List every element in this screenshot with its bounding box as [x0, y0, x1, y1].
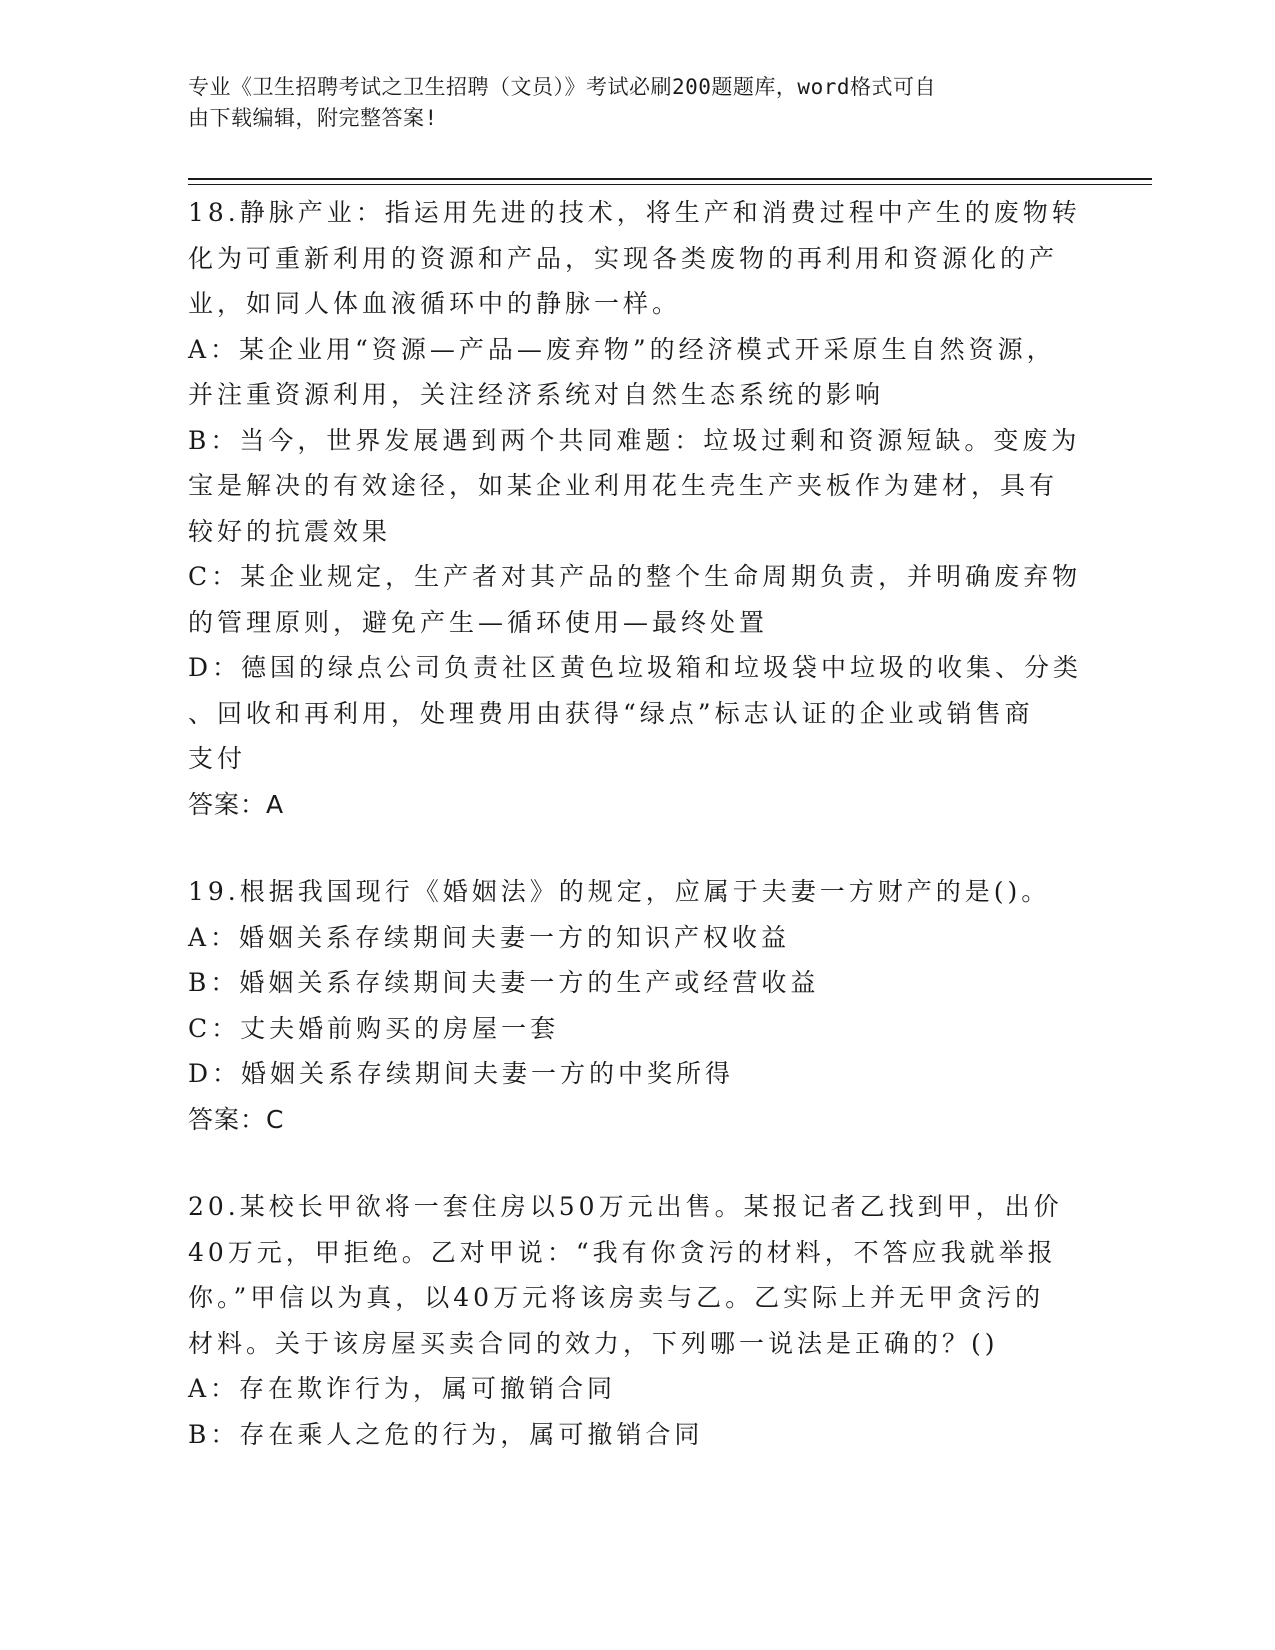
option-line: 、回收和再利用，处理费用由获得“绿点”标志认证的企业或销售商: [188, 698, 1034, 728]
option-c: [188, 1006, 1078, 1052]
option-line: 并注重资源利用，关注经济系统对自然生态系统的影响: [188, 380, 885, 409]
header-rule-thin: [188, 184, 1152, 185]
option-b: [188, 960, 1078, 1006]
header-line-2: 由下载编辑，附完整答案!: [188, 106, 438, 130]
question-stem-line: 你。”甲信以为真，以40万元将该房卖与乙。乙实际上并无甲贪污的: [188, 1283, 1045, 1312]
option-line: C：丈夫婚前购买的房屋一套: [188, 1013, 560, 1043]
option-line: B：存在乘人之危的行为，属可撤销合同: [188, 1419, 704, 1449]
option-d: [188, 645, 1083, 782]
question-list: [188, 190, 1083, 1457]
option-line: D：婚姻关系存续期间夫妻一方的中奖所得: [188, 1059, 735, 1088]
option-d: [188, 1051, 1078, 1097]
question-stem-line: 40万元，甲拒绝。乙对甲说：“我有你贪污的材料，不答应我就举报: [188, 1237, 1057, 1267]
question-stem-line: 19.根据我国现行《婚姻法》的规定，应属于夫妻一方财产的是()。: [188, 877, 1051, 906]
header-line-1: 专业《卫生招聘考试之卫生招聘（文员）》考试必刷200题题库，word格式可自: [188, 75, 936, 99]
option-c: [188, 554, 1082, 645]
question-stem-line: 材料。关于该房屋买卖合同的效力，下列哪一说法是正确的？(): [188, 1328, 999, 1358]
option-line: A：某企业用“资源—产品—废弃物”的经济模式开采原生自然资源，: [188, 334, 1056, 364]
document-header: [188, 72, 1068, 134]
option-line: A：存在欺诈行为，属可撤销合同: [188, 1374, 617, 1403]
question-20: [188, 1184, 1078, 1457]
option-line: 较好的抗震效果: [188, 516, 392, 546]
option-line: A：婚姻关系存续期间夫妻一方的知识产权收益: [188, 922, 791, 952]
option-line: 宝是解决的有效途径，如某企业利用花生壳生产夹板作为建材，具有: [188, 471, 1059, 500]
option-a: [188, 915, 1078, 961]
question-stem-line: 业，如同人体血液循环中的静脉一样。: [188, 289, 682, 318]
option-a: [188, 1366, 1078, 1412]
option-line: C：某企业规定，生产者对其产品的整个生命周期负责，并明确废弃物: [188, 562, 1082, 591]
question-19: [188, 869, 1078, 1142]
option-line: 支付: [188, 744, 247, 773]
question-stem-line: 化为可重新利用的资源和产品，实现各类废物的再利用和资源化的产: [188, 243, 1059, 273]
header-rule-thick: [188, 178, 1152, 180]
answer-label: 答案：A: [188, 789, 285, 819]
question-18: [188, 190, 1083, 827]
answer-label: 答案：C: [188, 1104, 285, 1134]
option-b: [188, 418, 1081, 555]
question-spacer: [188, 1142, 1078, 1184]
option-a: [188, 327, 1078, 418]
option-line: D：德国的绿点公司负责社区黄色垃圾箱和垃圾袋中垃圾的收集、分类: [188, 653, 1083, 682]
option-line: B：当今，世界发展遇到两个共同难题：垃圾过剩和资源短缺。变废为: [188, 425, 1081, 455]
question-stem-line: 18.静脉产业：指运用先进的技术，将生产和消费过程中产生的废物转: [188, 198, 1081, 227]
question-stem-line: 20.某校长甲欲将一套住房以50万元出售。某报记者乙找到甲，出价: [188, 1192, 1063, 1221]
option-line: B：婚姻关系存续期间夫妻一方的生产或经营收益: [188, 968, 820, 997]
option-b: [188, 1412, 1078, 1458]
option-line: 的管理原则，避免产生—循环使用—最终处置: [188, 607, 769, 637]
question-spacer: [188, 827, 1078, 869]
